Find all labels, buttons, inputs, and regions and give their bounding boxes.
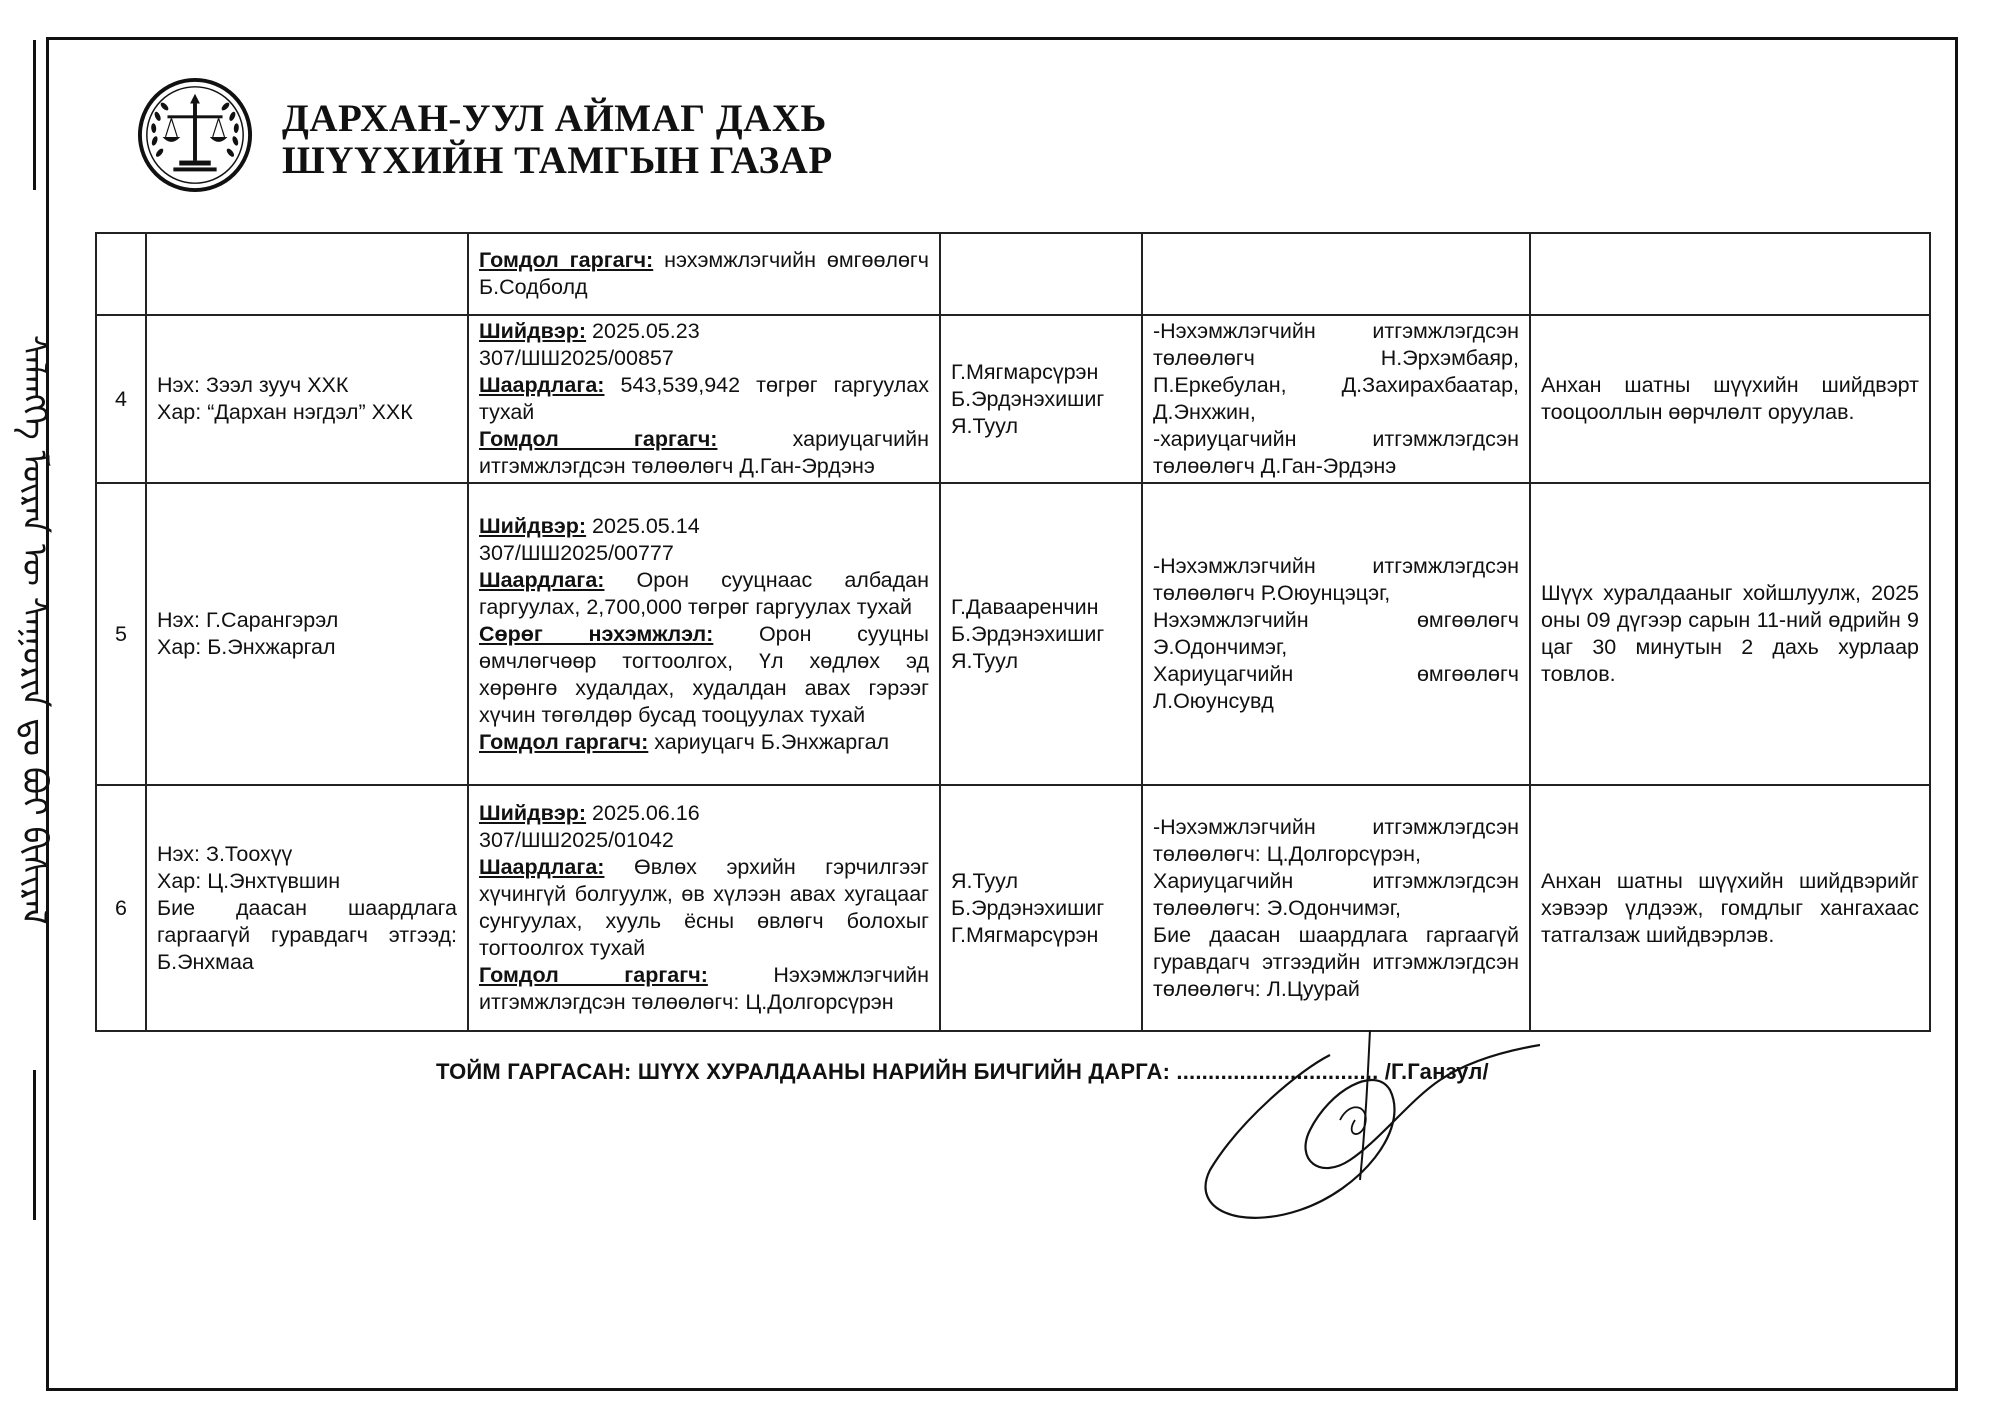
detail-label: Шийдвэр: bbox=[479, 319, 587, 343]
detail-line bbox=[479, 247, 929, 301]
parties-cell bbox=[146, 483, 468, 785]
party-line: Нэх: З.Тоохүү bbox=[157, 841, 293, 866]
detail-line bbox=[479, 854, 929, 962]
case-number-cell bbox=[96, 233, 146, 315]
detail-line bbox=[479, 318, 929, 345]
vertical-mongolian-caption bbox=[0, 40, 68, 1220]
detail-line bbox=[479, 962, 929, 1016]
judge-name: Я.Туул bbox=[951, 648, 1018, 673]
party-line: Хар: Ц.Энхтүвшин bbox=[157, 868, 341, 893]
detail-label: Гомдол гаргагч: bbox=[479, 427, 718, 451]
parties-cell bbox=[146, 785, 468, 1031]
detail-line bbox=[479, 513, 929, 540]
participant-line: Хариуцагчийн итгэмжлэгдсэн төлөөлөгч: Э.Одончимэг, bbox=[1153, 868, 1519, 920]
parties-cell bbox=[146, 315, 468, 483]
detail-label: Гомдол гаргагч: bbox=[479, 963, 708, 987]
detail-text: 2025.05.23 bbox=[586, 319, 700, 343]
participants-cell bbox=[1142, 233, 1530, 315]
detail-line bbox=[479, 621, 929, 729]
detail-text: 307/ШШ2025/01042 bbox=[479, 828, 674, 852]
judge-name: Я.Туул bbox=[951, 868, 1018, 893]
judge-name: Б.Эрдэнэхишиг bbox=[951, 386, 1105, 411]
detail-label: Шаардлага: bbox=[479, 567, 605, 592]
caption-rule-bottom bbox=[33, 1070, 36, 1220]
result-cell: Анхан шатны шүүхийн шийдвэрт тооцооллын өөрчлөлт оруулав. bbox=[1530, 315, 1930, 483]
party-line: Нэх: Зээл зууч ХХК bbox=[157, 373, 349, 397]
judges-cell bbox=[940, 483, 1142, 785]
detail-line bbox=[479, 567, 929, 621]
detail-text: 307/ШШ2025/00777 bbox=[479, 540, 674, 565]
detail-label: Шийдвэр: bbox=[479, 513, 587, 538]
detail-text: 2025.05.14 bbox=[586, 513, 700, 538]
participant-line: -Нэхэмжлэгчийн итгэмжлэгдсэн төлөөлөгч Н.Эрхэмбаяр, П.Еркебулан, Д.Захирахбаатар, Д.Энхжин, bbox=[1153, 319, 1519, 424]
detail-line bbox=[479, 800, 929, 827]
handwritten-signature bbox=[1180, 1010, 1540, 1240]
case-number-cell: 5 bbox=[96, 483, 146, 785]
detail-line bbox=[479, 426, 929, 480]
detail-label: Гомдол гаргагч: bbox=[479, 248, 654, 272]
result-cell: Анхан шатны шүүхийн шийдвэрийг хэвээр үлдээж, гомдлыг хангахаас татгалзаж шийдвэрлэв. bbox=[1530, 785, 1930, 1031]
judge-name: Г.Мягмарсүрэн bbox=[951, 359, 1099, 384]
detail-line bbox=[479, 345, 929, 372]
case-number-cell: 4 bbox=[96, 315, 146, 483]
detail-line bbox=[479, 827, 929, 854]
detail-text: 307/ШШ2025/00857 bbox=[479, 346, 674, 370]
org-title-line1: ДАРХАН-УУЛ АЙМАГ ДАХЬ bbox=[282, 97, 827, 140]
judges-cell bbox=[940, 785, 1142, 1031]
detail-label: Шаардлага: bbox=[479, 373, 605, 397]
detail-label: Шаардлага: bbox=[479, 855, 605, 879]
detail-label: Шийдвэр: bbox=[479, 801, 587, 825]
participant-line: -Нэхэмжлэгчийн итгэмжлэгдсэн төлөөлөгч Р.Оюунцэцэг, bbox=[1153, 554, 1519, 605]
detail-text: Орон сууцны өмчлөгчөөр тогтоолгох, Үл хөдлөх эд хөрөнгө худалдах, худалдан авах гэрээг хүчин төгөлдөр бусад тооцуулах тухай bbox=[479, 621, 929, 727]
detail-text: Нэхэмжлэгчийн итгэмжлэгдсэн төлөөлөгч: Ц.Долгорсүрэн bbox=[479, 963, 929, 1014]
caption-rule-top bbox=[33, 40, 36, 190]
result-cell bbox=[1530, 233, 1930, 315]
participant-line: Нэхэмжлэгчийн өмгөөлөгч Э.Одончимэг, bbox=[1153, 608, 1519, 659]
detail-text: 2025.06.16 bbox=[586, 801, 700, 825]
party-line: Хар: Б.Энхжаргал bbox=[157, 635, 336, 659]
case-details-cell bbox=[468, 785, 940, 1031]
detail-line bbox=[479, 372, 929, 426]
detail-text: Өвлөх эрхийн гэрчилгээг хүчингүй болгуулж, өв хүлээн авах хугацааг сунгуулах, хууль ёсны өвлөгч болохыг тогтоолгох тухай bbox=[479, 855, 929, 960]
judge-name: Г.Давааренчин bbox=[951, 594, 1099, 619]
case-details-cell bbox=[468, 483, 940, 785]
judge-name: Г.Мягмарсүрэн bbox=[951, 922, 1099, 947]
table-row bbox=[96, 233, 1930, 315]
table-row bbox=[96, 785, 1930, 1031]
parties-cell bbox=[146, 233, 468, 315]
participant-line: -Нэхэмжлэгчийн итгэмжлэгдсэн төлөөлөгч: Ц.Долгорсүрэн, bbox=[1153, 814, 1519, 866]
detail-line bbox=[479, 540, 929, 567]
detail-text: хариуцагчийн итгэмжлэгдсэн төлөөлөгч Д.Ган-Эрдэнэ bbox=[479, 427, 929, 478]
detail-label: Гомдол гаргагч: bbox=[479, 729, 649, 754]
detail-label: Сөрөг нэхэмжлэл: bbox=[479, 621, 714, 646]
participant-line: Бие даасан шаардлага гаргаагүй гуравдагч этгээдийн итгэмжлэгдсэн төлөөлөгч: Л.Цуурай bbox=[1153, 922, 1519, 1001]
judges-cell bbox=[940, 315, 1142, 483]
result-cell: Шүүх хуралдааныг хойшлуулж, 2025 оны 09 дүгээр сарын 11-ний өдрийн 9 цаг 30 минутын 2 дахь хурлаар товлов. bbox=[1530, 483, 1930, 785]
organization-title bbox=[282, 98, 833, 182]
case-roster-table bbox=[95, 232, 1931, 1032]
participants-cell bbox=[1142, 785, 1530, 1031]
mongolian-script-text: ᠰᠡᠯᠡᠩᠭᠡ ᠮᠥᠷᠡᠨ ᠦ ᠰᠠᠭᠤᠷᠢᠨ ᠳᠤ ᠪᠤᠢ ᠪᠢᠰᠢᠷᠡᠯ bbox=[14, 335, 54, 925]
footer-signature-line: ТОЙМ ГАРГАСАН: ШҮҮХ ХУРАЛДААНЫ НАРИЙН БИЧГИЙН ДАРГА: ................................ /Г.Ганзул/ bbox=[436, 1059, 1489, 1084]
detail-text: 543,539,942 төгрөг гаргуулах тухай bbox=[479, 373, 929, 424]
participants-cell bbox=[1142, 483, 1530, 785]
detail-text: Орон сууцнаас албадан гаргуулах, 2,700,000 төгрөг гаргуулах тухай bbox=[479, 567, 929, 619]
detail-line bbox=[479, 729, 929, 756]
party-line: Нэх: Г.Сарангэрэл bbox=[157, 608, 339, 632]
table-row bbox=[96, 483, 1930, 785]
detail-text: хариуцагч Б.Энхжаргал bbox=[648, 729, 890, 754]
detail-text: нэхэмжлэгчийн өмгөөлөгч Б.Содболд bbox=[479, 248, 929, 299]
court-emblem-logo bbox=[136, 76, 254, 194]
participant-line: Хариуцагчийн өмгөөлөгч Л.Оюунсувд bbox=[1153, 662, 1519, 713]
table-row bbox=[96, 315, 1930, 483]
judge-name: Б.Эрдэнэхишиг bbox=[951, 895, 1105, 920]
party-line: Хар: “Дархан нэгдэл” ХХК bbox=[157, 400, 413, 424]
case-number-cell: 6 bbox=[96, 785, 146, 1031]
judge-name: Б.Эрдэнэхишиг bbox=[951, 621, 1105, 646]
judge-name: Я.Туул bbox=[951, 413, 1018, 438]
participant-line: -хариуцагчийн итгэмжлэгдсэн төлөөлөгч Д.Ган-Эрдэнэ bbox=[1153, 427, 1519, 478]
org-title-line2: ШҮҮХИЙН ТАМГЫН ГАЗАР bbox=[282, 139, 833, 182]
case-details-cell bbox=[468, 233, 940, 315]
case-details-cell bbox=[468, 315, 940, 483]
party-line: Бие даасан шаардлага гаргаагүй гуравдагч этгээд: Б.Энхмаа bbox=[157, 895, 457, 974]
participants-cell bbox=[1142, 315, 1530, 483]
judges-cell bbox=[940, 233, 1142, 315]
